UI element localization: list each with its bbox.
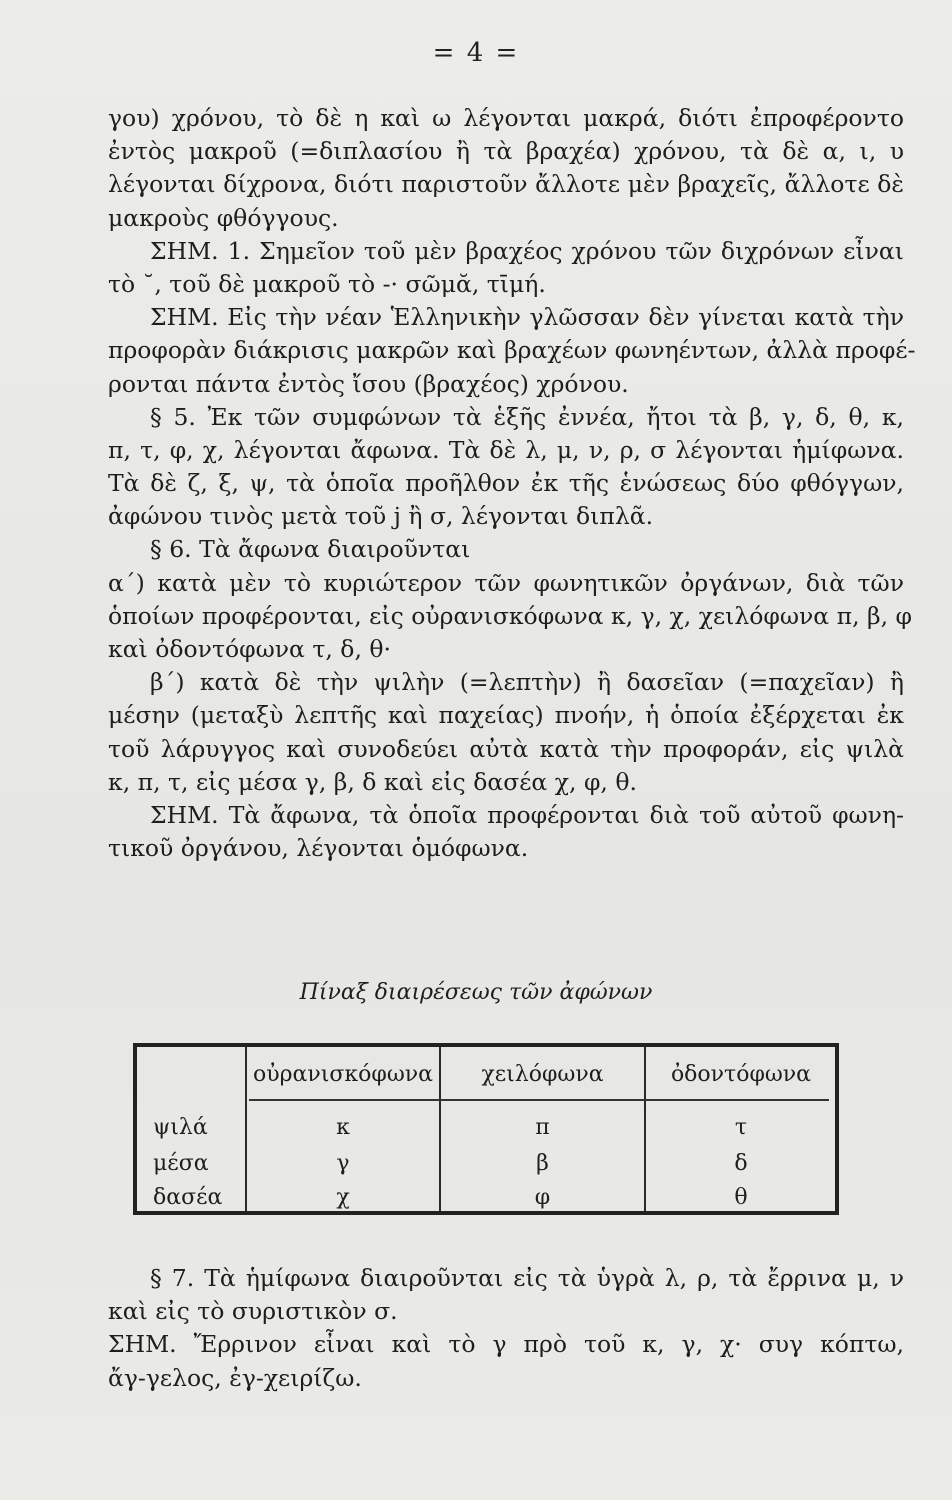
text-line: ἄγ-γελος, ἐγ-χειρίζω.	[108, 1363, 362, 1392]
body-text	[108, 102, 916, 865]
table-cell: τ	[734, 1115, 748, 1140]
table-cell: θ	[734, 1185, 748, 1210]
text-line: μακροὺς φθόγγους.	[108, 203, 339, 232]
text-line: ΣΗΜ. Ἔρρινον εἶναι καὶ τὸ γ πρὸ τοῦ κ, γ, χ· συγ κόπτω,	[108, 1330, 904, 1359]
text-line: ΣΗΜ. Εἰς τὴν νέαν Ἑλληνικὴν γλῶσσαν δὲν γίνεται κατὰ τὴν	[150, 303, 904, 332]
table-cell: γ	[336, 1151, 350, 1176]
text-line: τὸ ˘, τοῦ δὲ μακροῦ τὸ -· σῶμᾰ, τῑμή.	[108, 269, 546, 298]
text-line: προφορὰν διάκρισις μακρῶν καὶ βραχέων φωνηέντων, ἀλλὰ προφέ-	[108, 336, 916, 365]
table-cell: β	[536, 1151, 549, 1176]
text-line: ἀφώνου τινὸς μετὰ τοῦ j ἢ σ, λέγονται διπλᾶ.	[108, 502, 654, 531]
table-header: οὐρανισκόφωνα	[253, 1062, 433, 1087]
consonant-table	[133, 1043, 839, 1215]
text-line: α΄) κατὰ μὲν τὸ κυριώτερον τῶν φωνητικῶν ὀργάνων, διὰ τῶν	[108, 568, 904, 597]
table-header: χειλόφωνα	[481, 1062, 604, 1087]
table-cell: χ	[336, 1185, 350, 1210]
table-row-label: ψιλά	[153, 1115, 208, 1140]
text-line: ΣΗΜ. Τὰ ἄφωνα, τὰ ὁποῖα προφέρονται διὰ τοῦ αὐτοῦ φωνη-	[150, 800, 904, 829]
text-line: τικοῦ ὀργάνου, λέγονται ὁμόφωνα.	[108, 834, 529, 863]
text-line: β΄) κατὰ δὲ τὴν ψιλὴν (=λεπτὴν) ἢ δασεῖαν (=παχεῖαν) ἢ	[150, 668, 904, 697]
text-line: κ, π, τ, εἰς μέσα γ, β, δ καὶ εἰς δασέα χ, φ, θ.	[108, 767, 637, 796]
text-line: π, τ, φ, χ, λέγονται ἄφωνα. Τὰ δὲ λ, μ, ν, ρ, σ λέγονται ἡμίφωνα.	[108, 435, 904, 464]
text-line: μέσην (μεταξὺ λεπτῆς καὶ παχείας) πνοήν, ἡ ὁποία ἐξέρχεται ἐκ	[108, 701, 904, 730]
text-line: § 6. Τὰ ἄφωνα διαιροῦνται	[150, 535, 471, 564]
table-row-label: δασέα	[153, 1185, 223, 1210]
text-line: ὁποίων προφέρονται, εἰς οὐρανισκόφωνα κ, γ, χ, χειλόφωνα π, β, φ	[108, 601, 913, 630]
table-cell: κ	[336, 1115, 350, 1140]
table-cell: φ	[534, 1185, 551, 1210]
text-line: ΣΗΜ. 1. Σημεῖον τοῦ μὲν βραχέος χρόνου τῶν διχρόνων εἶναι	[150, 236, 904, 265]
page-number: = 4 =	[432, 38, 520, 68]
text-line: γου) χρόνου, τὸ δὲ η καὶ ω λέγονται μακρά, διότι ἐπροφέροντο	[108, 104, 904, 132]
table-cell: δ	[734, 1151, 748, 1176]
table-caption: Πίναξ διαιρέσεως τῶν ἀφώνων	[299, 980, 653, 1005]
text-line: § 7. Τὰ ἡμίφωνα διαιροῦνται εἰς τὰ ὑγρὰ λ, ρ, τὰ ἔρρινα μ, ν	[150, 1264, 904, 1292]
text-line: ρονται πάντα ἐντὸς ἴσου (βραχέος) χρόνου.	[108, 369, 629, 398]
text-line: λέγονται δίχρονα, διότι παριστοῦν ἄλλοτε μὲν βραχεῖς, ἄλλοτε δὲ	[108, 170, 904, 199]
section-7-text	[108, 1262, 904, 1395]
text-line: καὶ εἰς τὸ συριστικὸν σ.	[108, 1297, 398, 1326]
text-line: καὶ ὀδοντόφωνα τ, δ, θ·	[108, 635, 392, 663]
table-header-rule	[249, 1099, 829, 1101]
table-cell: π	[535, 1115, 550, 1140]
text-line: ἐντὸς μακροῦ (=διπλασίου ἢ τὰ βραχέα) χρόνου, τὰ δὲ α, ι, υ	[108, 137, 904, 166]
text-line: § 5. Ἐκ τῶν συμφώνων τὰ ἑξῆς ἐννέα, ἤτοι τὰ β, γ, δ, θ, κ,	[150, 402, 904, 431]
text-line: Τὰ δὲ ζ, ξ, ψ, τὰ ὁποῖα προῆλθον ἐκ τῆς ἑνώσεως δύο φθόγγων,	[108, 469, 904, 498]
text-line: τοῦ λάρυγγος καὶ συνοδεύει αὐτὰ κατὰ τὴν προφοράν, εἰς ψιλὰ	[108, 734, 904, 763]
table-row-label: μέσα	[153, 1151, 209, 1176]
table-header: ὀδοντόφωνα	[670, 1062, 812, 1087]
